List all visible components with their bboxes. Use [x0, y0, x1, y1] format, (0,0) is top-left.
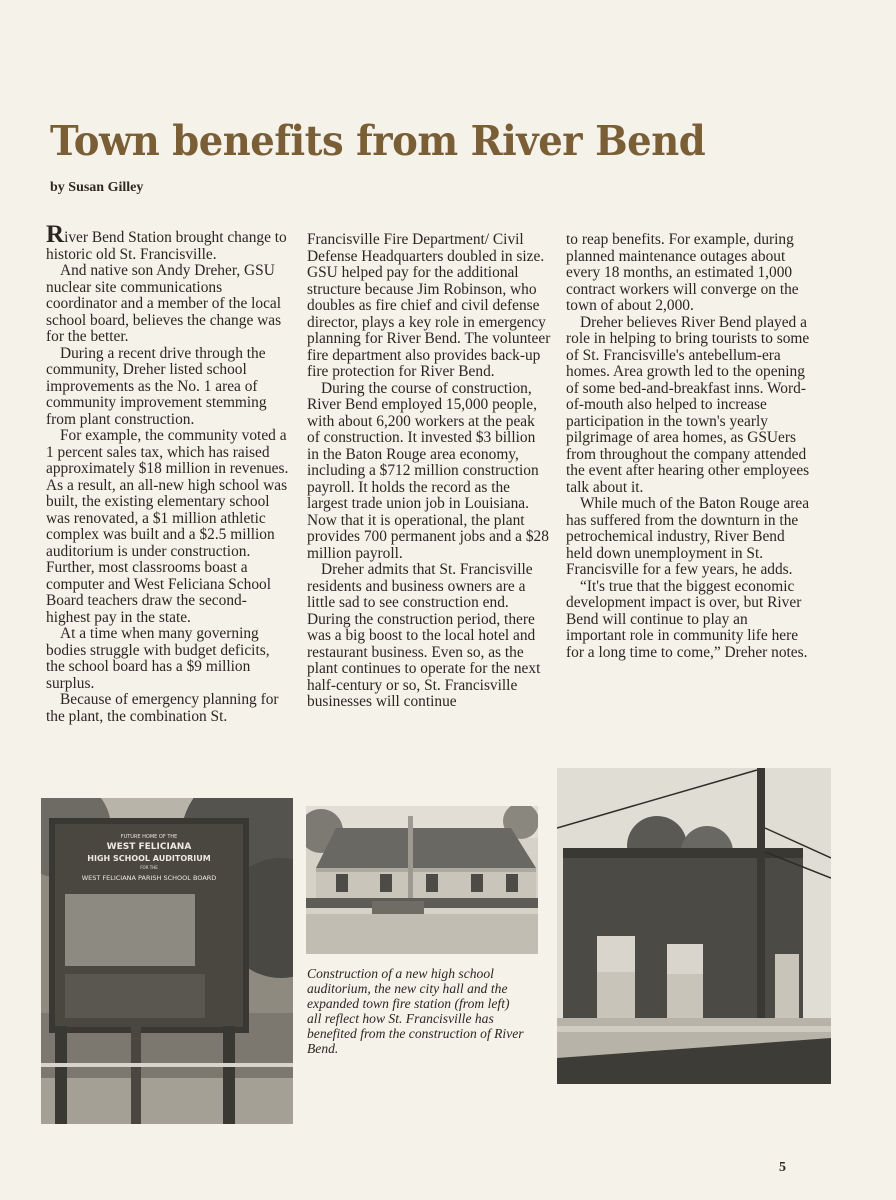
paragraph: During a recent drive through the community, Dreher listed school improvements as the No. 1 area of community improvement stemming from plant construction.	[46, 344, 267, 428]
paragraph: And native son Andy Dreher, GSU nuclear site communications coordinator and a member of the local school board, believes the change was for the better.	[46, 262, 282, 345]
byline: by Susan Gilley	[50, 180, 144, 195]
text-column-2	[307, 232, 551, 711]
sign-text: HIGH SCHOOL AUDITORIUM	[87, 854, 211, 863]
paragraph: At a time when many governing bodies struggle with budget deficits, the school board has a $9 million surplus.	[46, 625, 270, 692]
drop-cap: R	[46, 221, 65, 248]
paragraph: Francisville Fire Department/ Civil Defense Headquarters doubled in size. GSU helped pay for the additional structure because Jim Robinson, who doubles as fire chief and civil defense director, plays a key role in emergency planning for River Bend. The volunteer fire department also provides back-up fire protection for River Bend.	[307, 231, 551, 380]
sign-text: FOR THE	[140, 865, 158, 870]
paragraph: Because of emergency planning for the plant, the combination St.	[46, 691, 279, 725]
article-title: Town benefits from River Bend	[50, 117, 706, 166]
text-column-1	[46, 221, 290, 725]
paragraph-text: iver Bend Station brought change to historic old St. Francisville.	[46, 229, 287, 263]
paragraph: to reap benefits. For example, during planned maintenance outages about every 18 months, an estimated 1,000 contract workers will converge on the town of about 2,000.	[566, 231, 799, 314]
photo-city-hall	[306, 806, 538, 954]
paragraph: Dreher admits that St. Francisville residents and business owners are a little sad to see construction end. During the construction period, there was a big boost to the local hotel and restaurant business. Even so, as the plant continues to operate for the next half-century or so, St. Francisville businesses will continue	[307, 561, 541, 710]
paragraph: During the course of construction, River Bend employed 15,000 people, with about 6,200 workers at the peak of construction. It invested $3 billion in the Baton Rouge area economy, including a $712 million construction payroll. It holds the record as the largest trade union job in Louisiana. Now that it is operational, the plant provides 700 permanent jobs and a $28 million payroll.	[307, 379, 549, 562]
paragraph: While much of the Baton Rouge area has suffered from the downturn in the petrochemical industry, River Bend held down unemployment in St. Francisville for a few years, he adds.	[566, 495, 810, 578]
paragraph: For example, the community voted a 1 percent sales tax, which has raised approximately $18 million in revenues. As a result, an all-new high school was built, the existing elementary school was renovated, a $1 million athletic complex was built and a $2.5 million auditorium is under construction. Further, most classrooms boast a computer and West Feliciana School Board teachers draw the second-highest pay in the state.	[46, 427, 289, 626]
photo-auditorium-sign	[41, 798, 293, 1124]
photo-caption: Construction of a new high school auditorium, the new city hall and the expanded town fire station (from left) all reflect how St. Francisville has benefited from the construction of River Bend.	[307, 966, 524, 1056]
sign-text: WEST FELICIANA	[106, 842, 192, 852]
sign-text: FUTURE HOME OF THE	[120, 834, 178, 840]
sign-text: WEST FELICIANA PARISH SCHOOL BOARD	[81, 874, 217, 882]
paragraph: “It's true that the biggest economic development impact is over, but River Bend will continue to play an important role in community life here for a long time to come,” Dreher notes.	[566, 577, 808, 661]
page-number: 5	[779, 1160, 786, 1175]
paragraph	[46, 221, 290, 263]
text-column-3	[566, 232, 810, 661]
photo-fire-station	[557, 768, 831, 1084]
paragraph: Dreher believes River Bend played a role in helping to bring tourists to some of St. Francisville's antebellum-era homes. Area growth led to the opening of some bed-and-breakfast inns. Word-of-mouth also helped to increase participation in the town's yearly pilgrimage of area homes, as GSUers from throughout the company attended the event after hearing other employees talk about it.	[566, 313, 810, 496]
